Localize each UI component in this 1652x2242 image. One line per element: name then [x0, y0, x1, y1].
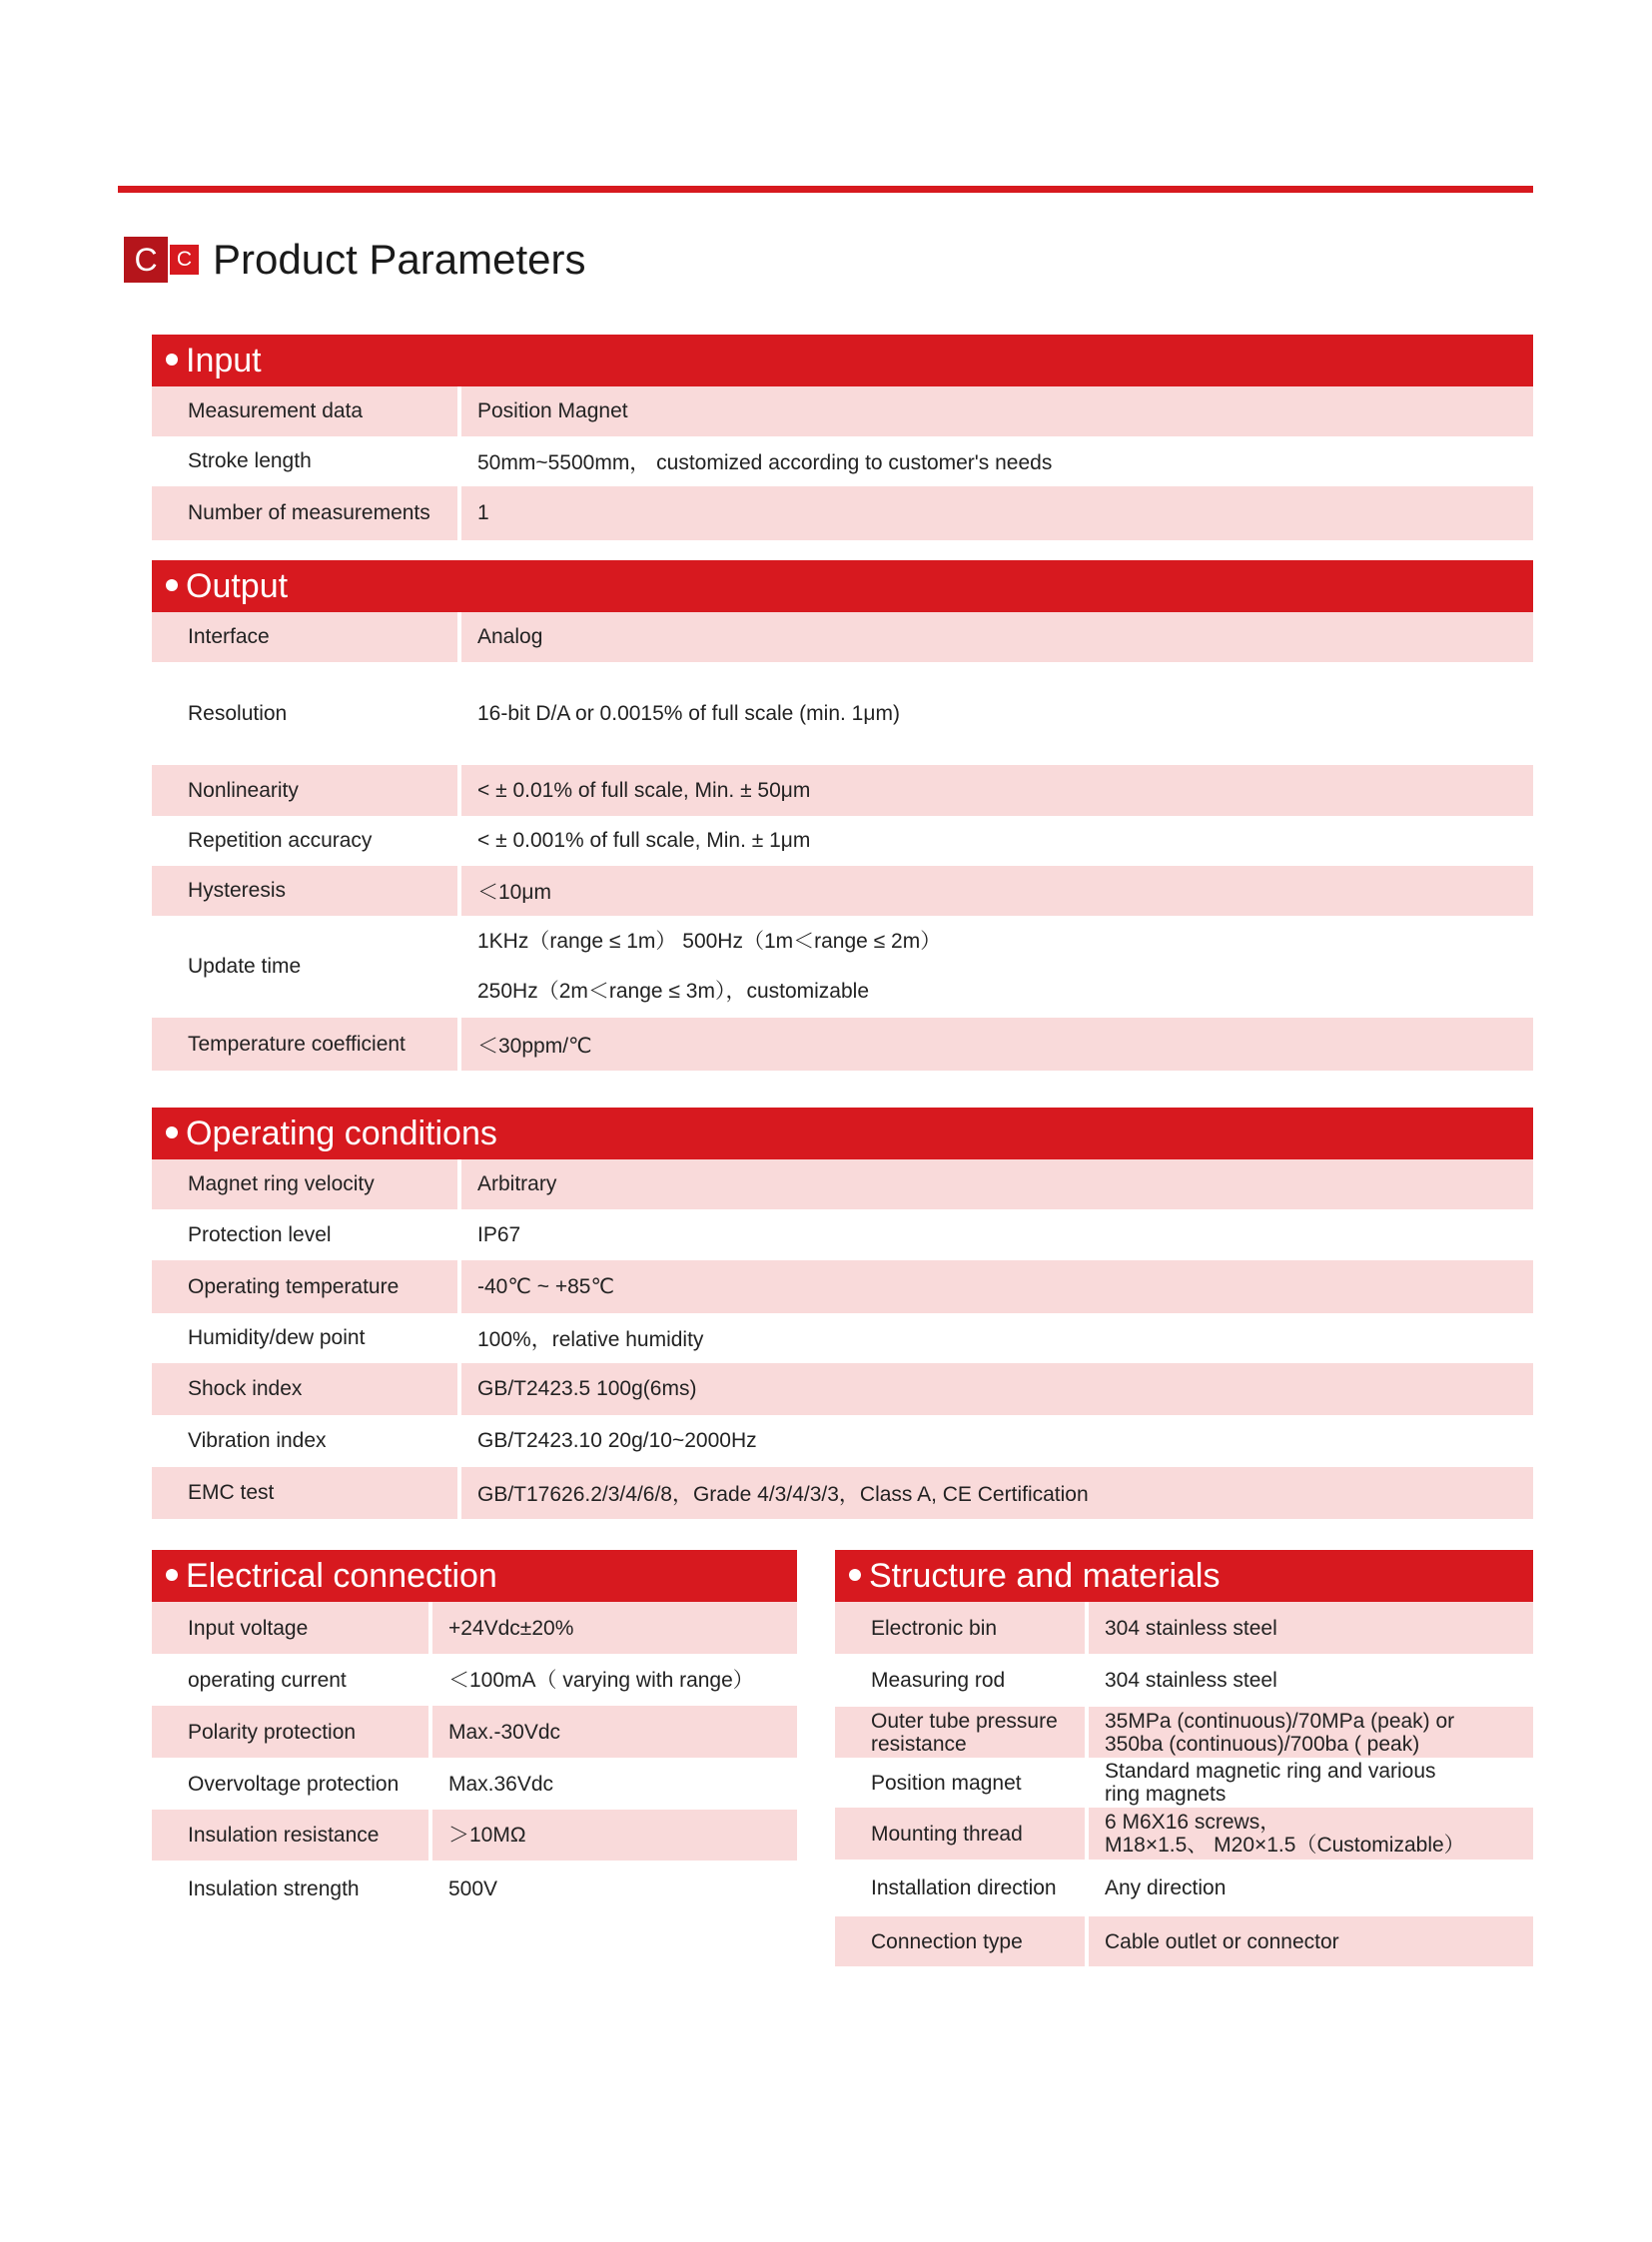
bullet-icon	[166, 1126, 178, 1138]
row-label: operating current	[188, 1668, 347, 1692]
table-row	[152, 765, 1533, 816]
row-value	[461, 386, 1533, 436]
row-value-line: GB/T2423.10 20g/10~2000Hz	[477, 1429, 757, 1452]
table-row	[152, 1810, 797, 1861]
table-row	[835, 1808, 1533, 1860]
row-value-line: Cable outlet or connector	[1105, 1929, 1339, 1953]
row-label: Input voltage	[152, 1602, 428, 1654]
logo-letter-1: C	[124, 237, 168, 283]
row-label: Magnet ring velocity	[152, 1159, 457, 1209]
row-label: Overvoltage protection	[188, 1772, 400, 1796]
bullet-icon	[166, 579, 178, 591]
row-value-line: M18×1.5、 M20×1.5（Customizable）	[1105, 1834, 1465, 1857]
row-label: Outer tube pressure resistance	[835, 1707, 1085, 1758]
row-value-line: 250Hz（2m＜range ≤ 3m），customizable	[477, 980, 870, 1003]
row-label: Installation direction	[871, 1876, 1057, 1899]
table-row	[152, 486, 1533, 540]
row-label: EMC test	[152, 1467, 457, 1519]
table-row	[152, 1363, 1533, 1415]
row-value-line: IP67	[477, 1222, 521, 1246]
top-rule	[118, 186, 1533, 193]
table-row	[152, 436, 1533, 486]
row-value-line: ＜100mA（ varying with range）	[448, 1668, 754, 1692]
row-value	[461, 436, 1533, 486]
row-label: Repetition accuracy	[188, 829, 373, 852]
row-label: Measurement data	[152, 386, 457, 436]
section-structure-and-materials	[835, 1550, 1533, 1966]
row-label: Shock index	[152, 1363, 457, 1415]
row-label: Update time	[188, 955, 302, 978]
row-label: Position magnet	[871, 1771, 1022, 1795]
row-value	[461, 1209, 1533, 1260]
row-value	[432, 1602, 797, 1654]
row-value-line: 304 stainless steel	[1105, 1669, 1277, 1692]
row-value	[461, 1313, 1533, 1363]
row-value	[461, 765, 1533, 816]
row-value-line: Arbitrary	[477, 1172, 557, 1195]
bullet-icon	[849, 1569, 861, 1581]
table-row	[152, 1654, 797, 1706]
row-label: Number of measurements	[152, 486, 457, 540]
row-label: Stroke length	[188, 449, 312, 472]
row-value	[1089, 1808, 1533, 1860]
row-value-line: 35MPa (continuous)/70MPa (peak) or	[1105, 1709, 1455, 1733]
page-title: Product Parameters	[213, 236, 586, 283]
row-value-line: Max.36Vdc	[448, 1772, 554, 1796]
section-title: Input	[186, 342, 262, 379]
row-value	[461, 1467, 1533, 1519]
row-value	[461, 916, 1533, 1018]
section-electrical-connection	[152, 1550, 797, 1916]
table-row	[152, 1313, 1533, 1363]
row-value-line: 350ba (continuous)/700ba ( peak)	[1105, 1732, 1420, 1756]
row-value	[461, 486, 1533, 540]
row-value-line: 16-bit D/A or 0.0015% of full scale (min. 1μm)	[477, 701, 900, 725]
table-row	[152, 386, 1533, 436]
row-label: Electronic bin	[835, 1602, 1085, 1654]
table-row	[835, 1860, 1533, 1916]
row-value-line: ＞10MΩ	[448, 1824, 526, 1847]
row-value-line: ring magnets	[1105, 1783, 1227, 1806]
table-row	[152, 1415, 1533, 1467]
row-value	[461, 1260, 1533, 1313]
table-row	[152, 866, 1533, 916]
bullet-icon	[166, 354, 178, 366]
brand-logo	[124, 237, 199, 283]
section-header	[152, 1550, 797, 1602]
row-value-line: ＜30ppm/℃	[477, 1034, 592, 1058]
row-label: Interface	[152, 612, 457, 662]
table-row	[152, 1861, 797, 1916]
row-label: Temperature coefficient	[152, 1018, 457, 1071]
section-header	[152, 1108, 1533, 1159]
section-header	[152, 560, 1533, 612]
row-value-line: 50mm~5500mm， customized according to customer's needs	[477, 451, 1053, 474]
table-row	[152, 1209, 1533, 1260]
row-value-line: 6 M6X16 screws，	[1105, 1811, 1281, 1834]
table-row	[835, 1654, 1533, 1707]
table-row	[152, 662, 1533, 765]
row-value-line: Position Magnet	[477, 399, 628, 422]
table-row	[152, 916, 1533, 1018]
row-value	[461, 1415, 1533, 1467]
row-value-line: 100%，relative humidity	[477, 1328, 704, 1351]
row-value	[432, 1654, 797, 1706]
row-label: Nonlinearity	[152, 765, 457, 816]
row-label: Insulation strength	[188, 1876, 360, 1900]
logo-letter-2: C	[170, 245, 199, 275]
row-value	[461, 1363, 1533, 1415]
table-row	[152, 1602, 797, 1654]
row-label: Polarity protection	[152, 1706, 428, 1758]
row-label: Operating temperature	[152, 1260, 457, 1313]
section-header	[835, 1550, 1533, 1602]
row-value	[1089, 1916, 1533, 1966]
table-row	[152, 816, 1533, 866]
table-row	[152, 1758, 797, 1810]
section-title: Operating conditions	[186, 1115, 497, 1152]
row-value-line: GB/T17626.2/3/4/6/8，Grade 4/3/4/3/3，Class A, CE Certification	[477, 1483, 1089, 1506]
section-title: Electrical connection	[186, 1557, 497, 1595]
section-input	[152, 335, 1533, 540]
row-value	[1089, 1602, 1533, 1654]
table-row	[835, 1707, 1533, 1758]
table-row	[152, 612, 1533, 662]
row-label: Connection type	[835, 1916, 1085, 1966]
row-value	[1089, 1654, 1533, 1707]
section-header	[152, 335, 1533, 386]
table-row	[152, 1159, 1533, 1209]
section-operating-conditions	[152, 1108, 1533, 1519]
row-value-line: ＜10μm	[477, 881, 551, 904]
row-label: Hysteresis	[152, 866, 457, 916]
row-label: Insulation resistance	[152, 1810, 428, 1861]
row-value	[461, 816, 1533, 866]
row-value	[461, 662, 1533, 765]
row-value-line: Analog	[477, 625, 543, 648]
row-value-line: 1	[477, 501, 489, 524]
table-row	[152, 1018, 1533, 1071]
row-value	[461, 866, 1533, 916]
row-label: Humidity/dew point	[188, 1326, 366, 1349]
row-label: Protection level	[188, 1222, 332, 1246]
row-label: Resolution	[188, 701, 288, 725]
row-value-line: 500V	[448, 1876, 498, 1900]
bullet-icon	[166, 1569, 178, 1581]
section-output	[152, 560, 1533, 1071]
row-value-line: Standard magnetic ring and various	[1105, 1760, 1436, 1783]
row-value	[1089, 1860, 1533, 1916]
table-row	[152, 1467, 1533, 1519]
table-row	[835, 1758, 1533, 1808]
row-value	[432, 1810, 797, 1861]
row-value-line: < ± 0.01% of full scale, Min. ± 50μm	[477, 778, 811, 802]
row-value	[461, 1159, 1533, 1209]
table-row	[835, 1916, 1533, 1966]
row-value	[432, 1706, 797, 1758]
row-value	[461, 612, 1533, 662]
row-value-line: +24Vdc±20%	[448, 1616, 574, 1640]
row-value-line: 1KHz（range ≤ 1m） 500Hz（1m＜range ≤ 2m）	[477, 930, 942, 953]
row-value-line: GB/T2423.5 100g(6ms)	[477, 1377, 697, 1400]
row-value	[461, 1018, 1533, 1071]
table-row	[152, 1706, 797, 1758]
row-value	[1089, 1758, 1533, 1808]
section-title: Output	[186, 567, 289, 605]
row-value-line: -40℃ ~ +85℃	[477, 1275, 615, 1298]
row-label: Measuring rod	[871, 1669, 1006, 1692]
table-row	[835, 1602, 1533, 1654]
row-value-line: Max.-30Vdc	[448, 1720, 561, 1744]
row-value-line: Any direction	[1105, 1876, 1227, 1899]
row-value-line: < ± 0.001% of full scale, Min. ± 1μm	[477, 829, 811, 852]
row-label: Vibration index	[188, 1429, 327, 1452]
row-label: Mounting thread	[835, 1808, 1085, 1860]
row-value	[432, 1758, 797, 1810]
section-title: Structure and materials	[869, 1557, 1221, 1595]
row-value-line: 304 stainless steel	[1105, 1616, 1277, 1640]
row-value	[432, 1861, 797, 1916]
row-value	[1089, 1707, 1533, 1758]
table-row	[152, 1260, 1533, 1313]
